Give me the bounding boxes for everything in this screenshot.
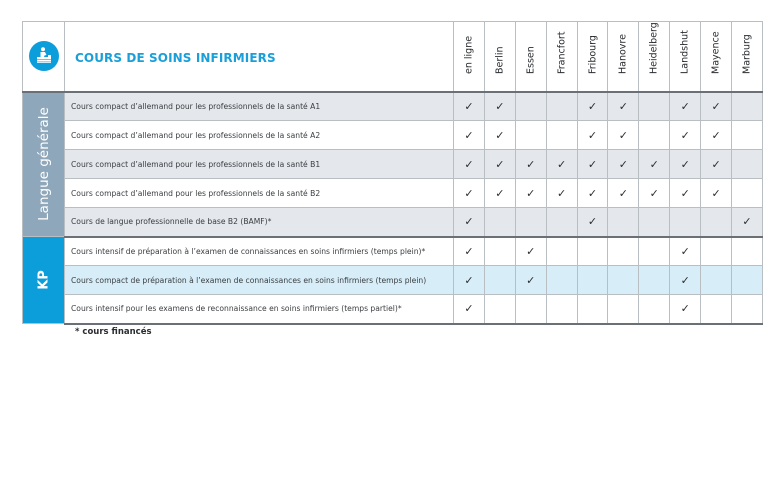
empty-cell: [484, 266, 515, 295]
location-header: [515, 22, 546, 92]
group-label: KP: [36, 270, 51, 290]
empty-cell: [608, 266, 639, 295]
empty-cell: [515, 208, 546, 237]
location-label: Essen: [525, 45, 537, 74]
empty-cell: [701, 208, 732, 237]
header-row: [23, 22, 763, 92]
check-icon: ✓: [484, 150, 515, 179]
check-icon: ✓: [454, 92, 485, 121]
check-icon: ✓: [670, 237, 701, 266]
empty-cell: [546, 266, 577, 295]
table-row: [23, 208, 763, 237]
empty-cell: [608, 237, 639, 266]
check-icon: ✓: [639, 179, 670, 208]
check-icon: ✓: [577, 179, 608, 208]
check-icon: ✓: [732, 208, 763, 237]
check-icon: ✓: [515, 266, 546, 295]
table-row: [23, 92, 763, 121]
location-label: Landshut: [679, 29, 691, 74]
table-row: [23, 121, 763, 150]
location-header: [701, 22, 732, 92]
course-name: Cours compact d’allemand pour les professionnels de la santé A1: [65, 92, 454, 121]
check-icon: ✓: [454, 121, 485, 150]
check-icon: ✓: [608, 150, 639, 179]
course-name: Cours compact d’allemand pour les professionnels de la santé A2: [65, 121, 454, 150]
location-label: Francfort: [556, 30, 568, 74]
course-name: Cours compact de préparation à l’examen de connaissances en soins infirmiers (temps plein): [65, 266, 454, 295]
empty-cell: [639, 121, 670, 150]
nurse-patient-icon: [29, 41, 59, 71]
table-row: [23, 179, 763, 208]
empty-cell: [546, 121, 577, 150]
group-label: Langue générale: [35, 107, 52, 222]
empty-cell: [639, 295, 670, 324]
course-table: [22, 21, 763, 325]
course-name: Cours compact d’allemand pour les professionnels de la santé B1: [65, 150, 454, 179]
icon-cell: [23, 22, 65, 92]
table-row: [23, 150, 763, 179]
empty-cell: [577, 295, 608, 324]
table-row: [23, 295, 763, 324]
check-icon: ✓: [454, 150, 485, 179]
empty-cell: [639, 92, 670, 121]
check-icon: ✓: [670, 121, 701, 150]
location-label: Berlin: [494, 45, 506, 74]
check-icon: ✓: [701, 121, 732, 150]
empty-cell: [515, 295, 546, 324]
table-body: [23, 92, 763, 324]
table-row: [23, 266, 763, 295]
empty-cell: [515, 121, 546, 150]
check-icon: ✓: [515, 237, 546, 266]
check-icon: ✓: [670, 92, 701, 121]
location-label: Hanovre: [617, 33, 629, 74]
location-header: [732, 22, 763, 92]
empty-cell: [484, 237, 515, 266]
empty-cell: [732, 295, 763, 324]
page-title: COURS DE SOINS INFIRMIERS: [75, 50, 276, 65]
check-icon: ✓: [454, 266, 485, 295]
empty-cell: [732, 266, 763, 295]
empty-cell: [608, 295, 639, 324]
empty-cell: [639, 237, 670, 266]
location-label: Mayence: [710, 30, 722, 74]
check-icon: ✓: [670, 266, 701, 295]
location-label: Marburg: [741, 33, 753, 74]
check-icon: ✓: [515, 150, 546, 179]
check-icon: ✓: [484, 179, 515, 208]
check-icon: ✓: [454, 237, 485, 266]
table-row: [23, 237, 763, 266]
location-header: [608, 22, 639, 92]
check-icon: ✓: [670, 150, 701, 179]
location-header: [639, 22, 670, 92]
check-icon: ✓: [670, 179, 701, 208]
check-icon: ✓: [701, 92, 732, 121]
empty-cell: [701, 295, 732, 324]
empty-cell: [732, 150, 763, 179]
title-cell: [65, 22, 454, 92]
empty-cell: [577, 237, 608, 266]
location-header: [484, 22, 515, 92]
check-icon: ✓: [670, 295, 701, 324]
empty-cell: [608, 208, 639, 237]
empty-cell: [732, 237, 763, 266]
empty-cell: [670, 208, 701, 237]
check-icon: ✓: [454, 179, 485, 208]
empty-cell: [701, 237, 732, 266]
check-icon: ✓: [515, 179, 546, 208]
empty-cell: [639, 266, 670, 295]
course-name: Cours intensif de préparation à l’examen de connaissances en soins infirmiers (temps plein)*: [65, 237, 454, 266]
location-label: Fribourg: [587, 34, 598, 74]
location-label: en ligne: [463, 35, 475, 74]
check-icon: ✓: [546, 179, 577, 208]
check-icon: ✓: [608, 179, 639, 208]
check-icon: ✓: [577, 208, 608, 237]
empty-cell: [732, 179, 763, 208]
check-icon: ✓: [484, 92, 515, 121]
check-icon: ✓: [577, 92, 608, 121]
empty-cell: [546, 237, 577, 266]
location-header: [454, 22, 485, 92]
empty-cell: [732, 121, 763, 150]
check-icon: ✓: [577, 121, 608, 150]
group-label-cell: [23, 92, 65, 237]
check-icon: ✓: [546, 150, 577, 179]
empty-cell: [639, 208, 670, 237]
empty-cell: [484, 295, 515, 324]
location-label: Heidelberg: [648, 21, 660, 74]
course-name: Cours intensif pour les examens de reconnaissance en soins infirmiers (temps partiel)*: [65, 295, 454, 324]
check-icon: ✓: [701, 150, 732, 179]
empty-cell: [577, 266, 608, 295]
empty-cell: [546, 295, 577, 324]
check-icon: ✓: [577, 150, 608, 179]
group-label-cell: [23, 237, 65, 324]
empty-cell: [732, 92, 763, 121]
empty-cell: [546, 208, 577, 237]
check-icon: ✓: [701, 179, 732, 208]
empty-cell: [484, 208, 515, 237]
course-name: Cours compact d’allemand pour les professionnels de la santé B2: [65, 179, 454, 208]
check-icon: ✓: [454, 208, 485, 237]
course-name: Cours de langue professionnelle de base B2 (BAMF)*: [65, 208, 454, 237]
empty-cell: [546, 92, 577, 121]
check-icon: ✓: [608, 121, 639, 150]
check-icon: ✓: [484, 121, 515, 150]
empty-cell: [515, 92, 546, 121]
footnote: * cours financés: [75, 327, 152, 337]
location-header: [670, 22, 701, 92]
location-header: [546, 22, 577, 92]
empty-cell: [701, 266, 732, 295]
check-icon: ✓: [454, 295, 485, 324]
location-header: [577, 22, 608, 92]
check-icon: ✓: [608, 92, 639, 121]
check-icon: ✓: [639, 150, 670, 179]
